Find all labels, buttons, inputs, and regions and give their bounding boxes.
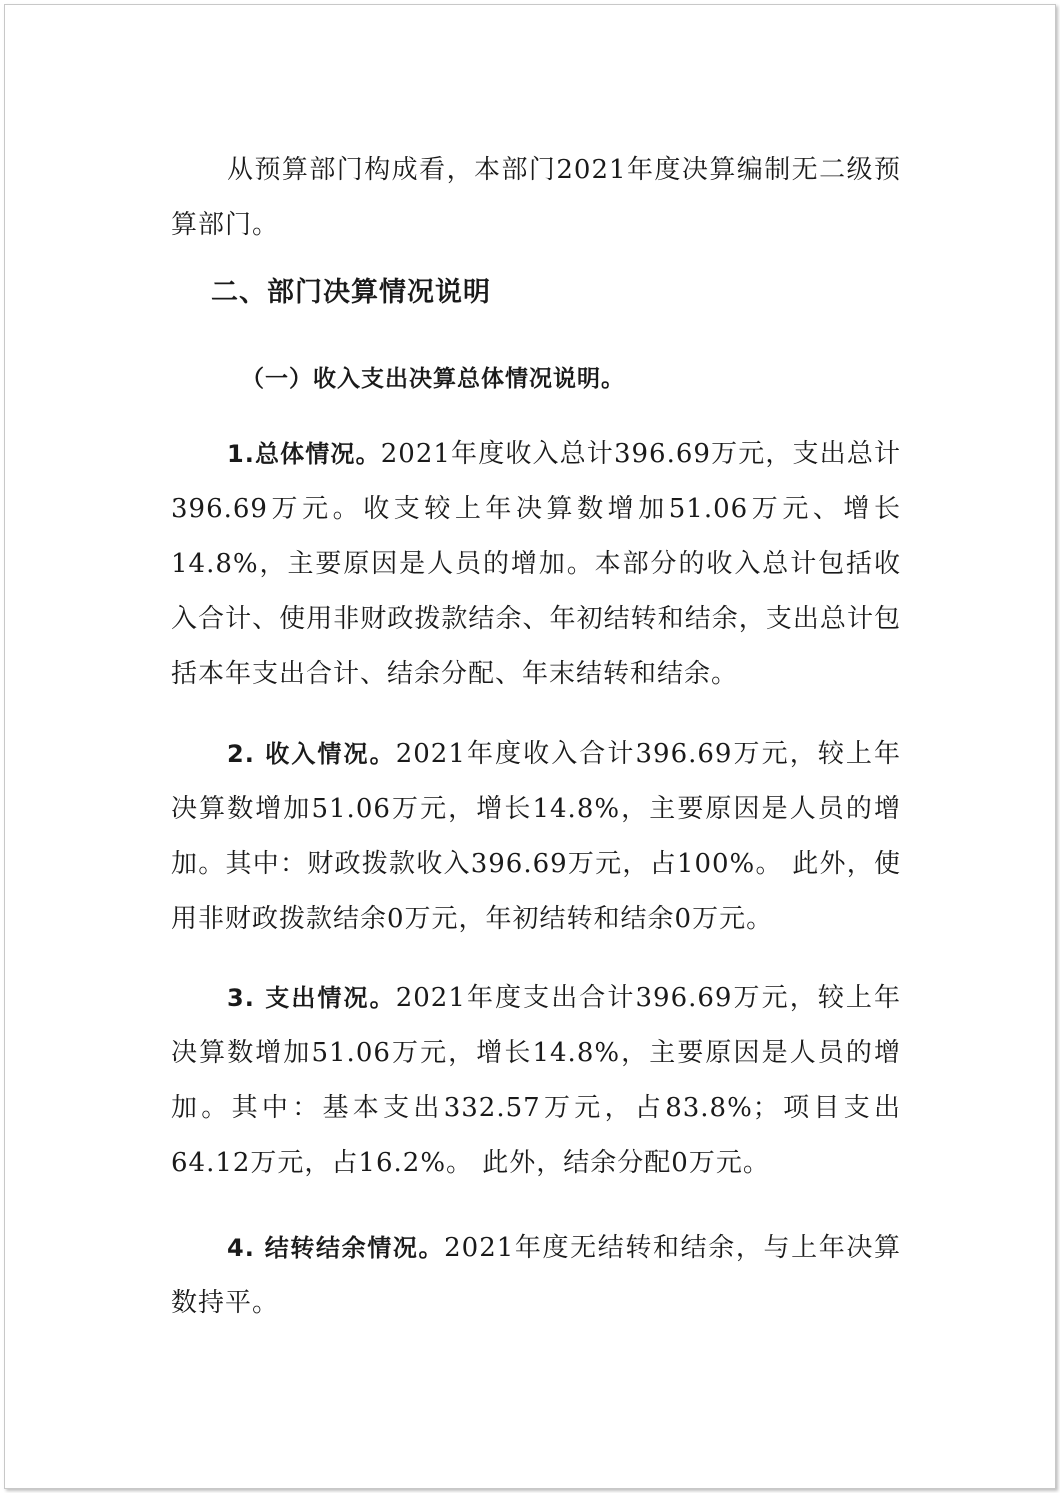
paragraph-lead: 3. 支出情况。: [227, 984, 396, 1012]
paragraph-text: 2021年度收入合计396.69万元，较上年决算数增加51.06万元，增长14.8%，主要原因是人员的增加。其中：财政拨款收入396.69万元，占100%。 此外，使用非财政拨款结余0万元，年初结转和结余0万元。: [171, 739, 901, 934]
paragraph-text: 2021年度支出合计396.69万元，较上年决算数增加51.06万元，增长14.8%，主要原因是人员的增加。其中：基本支出332.57万元，占83.8%；项目支出64.12万元，占16.2%。 此外，结余分配0万元。: [171, 983, 901, 1178]
paragraph-text: 2021年度无结转和结余，与上年决算数持平。: [171, 1233, 901, 1318]
section-heading: 二、部门决算情况说明: [211, 277, 491, 308]
paragraph-income: [171, 727, 901, 947]
paragraph-carryover: [171, 1221, 901, 1331]
intro-text: 从预算部门构成看，本部门2021年度决算编制无二级预算部门。: [171, 155, 901, 240]
paragraph-lead: 4. 结转结余情况。: [227, 1234, 445, 1262]
intro-paragraph: [171, 143, 901, 253]
paragraph-overall: [171, 427, 901, 702]
paragraph-expenditure: [171, 971, 901, 1191]
paragraph-lead: 2. 收入情况。: [227, 740, 396, 768]
document-page: [4, 4, 1056, 1489]
paragraph-text: 2021年度收入总计396.69万元，支出总计396.69万元。收支较上年决算数增加51.06万元、增长14.8%，主要原因是人员的增加。本部分的收入总计包括收入合计、使用非财政拨款结余、年初结转和结余，支出总计包括本年支出合计、结余分配、年末结转和结余。: [171, 439, 901, 689]
paragraph-lead: 1.总体情况。: [227, 440, 381, 468]
subsection-heading: （一）收入支出决算总体情况说明。: [241, 366, 625, 392]
